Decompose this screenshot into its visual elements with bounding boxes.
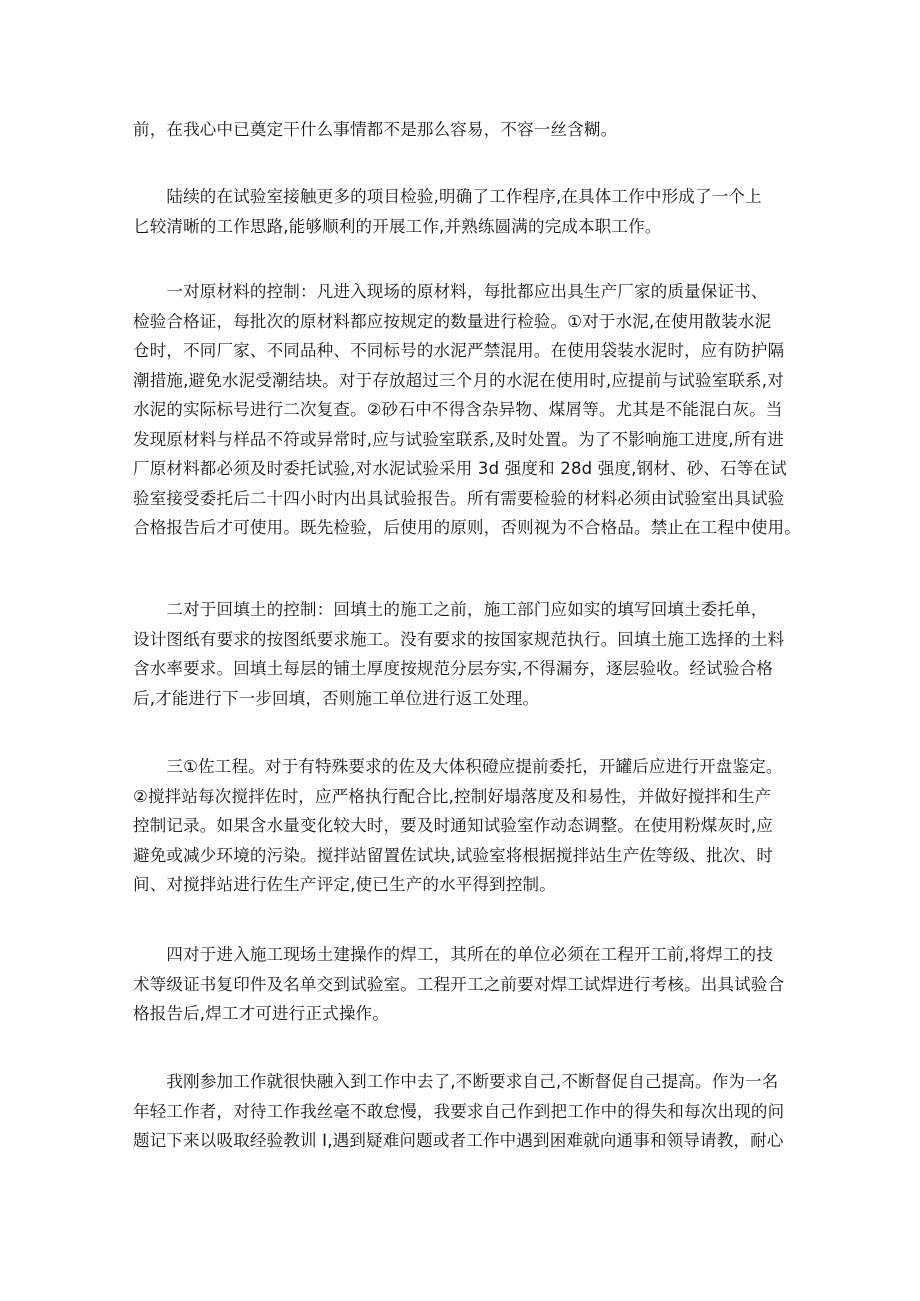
text-line: 匕较清晰的工作思路,能够顺利的开展工作,并熟练圆满的完成本职工作。 [133, 216, 662, 236]
paragraph [133, 752, 801, 900]
text-line: 一对原材料的控制：凡进入现场的原材料，每批都应出具生产厂家的质量保证书、 [133, 282, 768, 301]
text-line: ②搅拌站每次搅拌佐时，应严格执行配合比,控制好塌落度及和易性，并做好搅拌和生产 [133, 786, 772, 806]
text-line: 验室接受委托后二十四小时内出具试验报告。所有需要检验的材料必须由试验室出具试验 [133, 488, 785, 508]
text-line: 水泥的实际标号进行二次复查。②砂石中不得含杂异物、煤屑等。尤其是不能混白灰。当 [133, 400, 783, 419]
paragraph [133, 940, 801, 1029]
text-line: 二对于回填土的控制：回填土的施工之前，施工部门应如实的填写回填土委托单， [133, 600, 768, 619]
text-line: 潮措施,避免水泥受潮结块。对于存放超过三个月的水泥在使用时,应提前与试验室联系,对 [133, 370, 784, 390]
text-line: 题记下来以吸取经验教训 I,遇到疑难问题或者工作中遇到困难就向通事和领导请教，耐心 [133, 1131, 784, 1150]
text-line: 含水率要求。回填土每层的铺土厚度按规范分层夯实,不得漏夯，逐层验收。经试验合格 [133, 659, 774, 678]
text-line: 控制记录。如果含水量变化较大时，要及时通知试验室作动态调整。在使用粉煤灰时,应 [133, 816, 774, 835]
text-line: 设计图纸有要求的按图纸要求施工。没有要求的按国家规范执行。回填土施工选择的土料 [133, 629, 785, 649]
text-line: 三①佐工程。对于有特殊要求的佐及大体积磴应提前委托，开罐后应进行开盘鉴定。 [133, 757, 783, 776]
text-line: 避免或减少环境的污染。搅拌站留置佐试块,试验室将根据搅拌站生产佐等级、批次、时 [133, 845, 774, 865]
text-line: 我刚参加工作就很快融入到工作中去了,不断要求自己,不断督促自己提高。作为一名 [133, 1072, 779, 1091]
text-line: 发现原材料与样品不符或异常时,应与试验室联系,及时处置。为了不影响施工进度,所有进 [133, 429, 784, 449]
text-line: 间、对搅拌站进行佐生产评定,使已生产的水平得到控制。 [133, 875, 556, 894]
text-line: 检验合格证，每批次的原材料都应按规定的数量进行检验。①对于水泥,在使用散装水泥 [133, 311, 772, 331]
text-line: 前，在我心中已奠定干什么事情都不是那么容易，不容一丝含糊。 [133, 120, 618, 139]
text-line: 厂原材料都必须及时委托试验,对水泥试验采用 3d 强度和 28d 强度,钢材、砂、石等在试 [133, 459, 787, 478]
text-line: 陆续的在试验室接触更多的项目检验,明确了工作程序,在具体工作中形成了一个上 [133, 187, 762, 206]
paragraph [133, 115, 801, 145]
paragraph [133, 1067, 801, 1156]
text-line: 术等级证书复印件及名单交到试验室。工程开工之前要对焊工试焊进行考核。出具试验合 [133, 974, 785, 994]
text-line: 仓时，不同厂家、不同品种、不同标号的水泥严禁混用。在使用袋装水泥时，应有防护隔 [133, 341, 785, 360]
text-line: 格报告后,焊工才可进行正式操作。 [133, 1004, 389, 1023]
text-line: 后,才能进行下一步回填，否则施工单位进行返工处理。 [133, 688, 540, 708]
paragraph [133, 595, 801, 713]
text-line: 合格报告后才可使用。既先检验，后使用的原则，否则视为不合格品。禁止在工程中使用。 [133, 518, 801, 537]
paragraph [133, 182, 801, 241]
text-line: 年轻工作者，对待工作我丝毫不敢怠慢，我要求自己作到把工作中的得失和每次出现的问 [133, 1101, 785, 1121]
text-line: 四对于进入施工现场土建操作的焊工，其所在的单位必须在工程开工前,将焊工的技 [133, 945, 774, 964]
paragraph [133, 277, 801, 543]
